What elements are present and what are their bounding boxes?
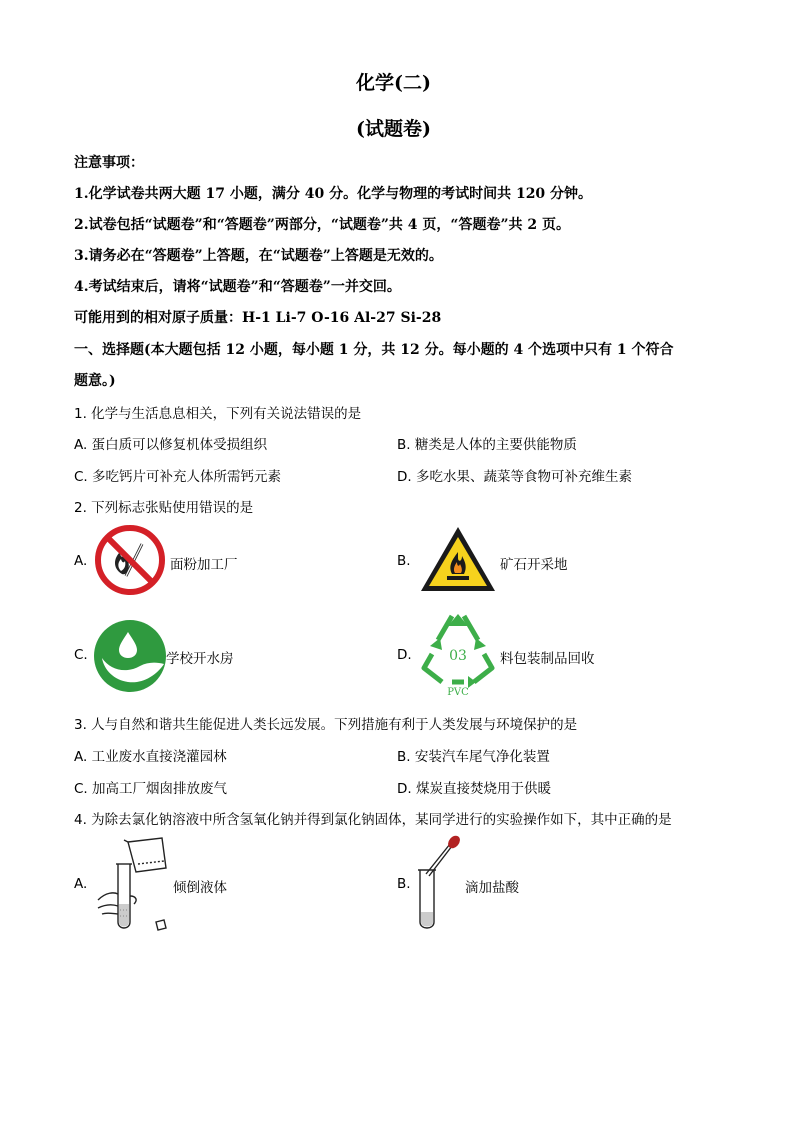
question-2-option-a-label: 面粉加工厂 <box>170 557 238 573</box>
question-2-option-b-letter: B. <box>397 553 411 569</box>
flammable-warning-icon <box>418 524 498 594</box>
question-4-stem: 4. 为除去氯化钠溶液中所含氢氧化钠并得到氯化钠固体，某同学进行的实验操作如下，其中正确的是 <box>74 812 672 828</box>
note-item-2: 2.试卷包括“试题卷”和“答题卷”两部分，“试题卷”共 4 页，“答题卷”共 2 页。 <box>74 217 571 233</box>
page-subtitle: (试题卷) <box>356 118 431 140</box>
question-2-option-a-letter: A. <box>74 553 88 569</box>
question-4-option-b-letter: B. <box>397 876 411 892</box>
notes-heading: 注意事项： <box>74 155 144 171</box>
recycle-pvc-icon <box>416 610 500 696</box>
atomic-masses: 可能用到的相对原子质量：H-1 Li-7 O-16 Al-27 Si-28 <box>74 310 442 326</box>
page-title: 化学(二) <box>356 72 431 94</box>
question-4-option-a-label: 倾倒液体 <box>173 880 227 896</box>
question-4-option-a-letter: A. <box>74 876 88 892</box>
question-2-option-c-label: 学校开水房 <box>166 651 234 667</box>
question-3-option-b: B. 安装汽车尾气净化装置 <box>397 749 550 765</box>
question-3-option-a: A. 工业废水直接浇灌园林 <box>74 749 227 765</box>
no-fire-sign-icon <box>94 524 166 596</box>
recycle-code: 03 <box>449 648 467 664</box>
question-2-option-c-letter: C. <box>74 647 88 663</box>
question-2-stem: 2. 下列标志张贴使用错误的是 <box>74 500 254 516</box>
question-3-stem: 3. 人与自然和谐共生能促进人类长远发展。下列措施有利于人类发展与环境保护的是 <box>74 717 578 733</box>
water-saving-icon <box>92 618 168 694</box>
question-1-option-a: A. 蛋白质可以修复机体受损组织 <box>74 437 268 453</box>
question-1-option-d: D. 多吃水果、蔬菜等食物可补充维生素 <box>397 469 632 485</box>
question-2-option-b-label: 矿石开采地 <box>500 557 568 573</box>
question-3-option-c: C. 加高工厂烟囱排放废气 <box>74 781 228 797</box>
question-3-option-d: D. 煤炭直接焚烧用于供暖 <box>397 781 551 797</box>
question-2-option-d-letter: D. <box>397 647 412 663</box>
recycle-material: PVC <box>447 687 469 698</box>
question-4-option-b-label: 滴加盐酸 <box>465 880 519 896</box>
question-1-option-c: C. 多吃钙片可补充人体所需钙元素 <box>74 469 282 485</box>
section-heading: 一、选择题(本大题包括 12 小题，每小题 1 分，共 12 分。每小题的 4 个选项中只有 1 个符合 <box>74 342 674 358</box>
note-item-3: 3.请务必在“答题卷”上答题，在“试题卷”上答题是无效的。 <box>74 248 443 264</box>
question-1-option-b: B. 糖类是人体的主要供能物质 <box>397 437 577 453</box>
section-heading-cont: 题意。) <box>74 373 116 389</box>
question-1-stem: 1. 化学与生活息息相关，下列有关说法错误的是 <box>74 406 362 422</box>
note-item-1: 1.化学试卷共两大题 17 小题，满分 40 分。化学与物理的考试时间共 120 分钟。 <box>74 186 593 202</box>
note-item-4: 4.考试结束后，请将“试题卷”和“答题卷”一并交回。 <box>74 279 401 295</box>
question-2-option-d-label: 料包装制品回收 <box>500 651 595 667</box>
pouring-liquid-icon <box>92 834 176 934</box>
dropper-test-tube-icon <box>414 834 464 934</box>
